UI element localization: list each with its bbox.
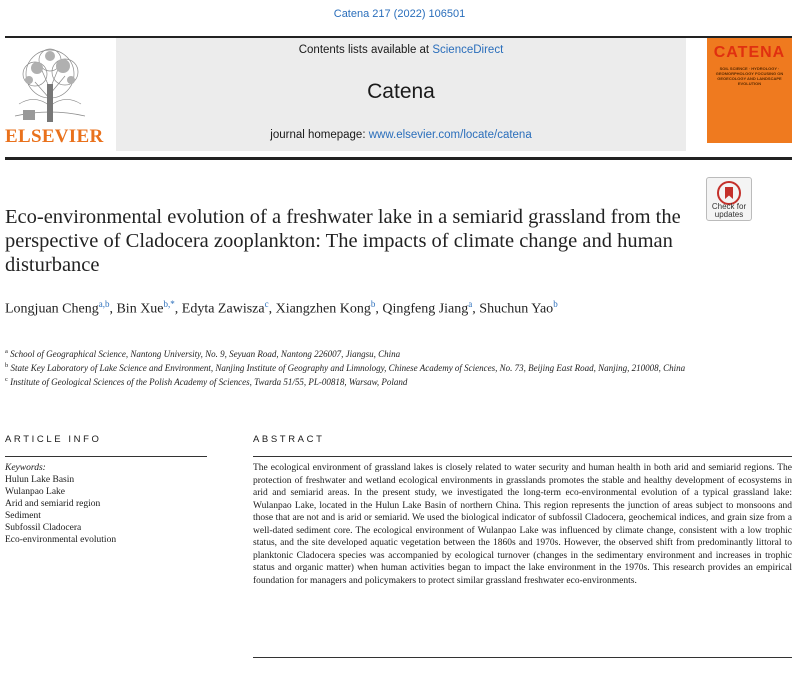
author-affiliation-sup[interactable]: b bbox=[370, 299, 376, 309]
affiliation-key: c bbox=[5, 376, 8, 383]
author-name[interactable]: Xiangzhen Kong bbox=[275, 301, 371, 317]
affiliation-item bbox=[5, 360, 765, 374]
contents-line bbox=[116, 44, 686, 56]
homepage-prefix: journal homepage: bbox=[270, 129, 369, 141]
affiliation-item bbox=[5, 346, 765, 360]
author-separator: , bbox=[375, 301, 383, 317]
abstract-heading: ABSTRACT bbox=[253, 434, 325, 445]
author-name[interactable]: Edyta Zawisza bbox=[181, 301, 265, 317]
keyword-item: Hulun Lake Basin bbox=[5, 475, 75, 485]
keyword-item: Subfossil Cladocera bbox=[5, 523, 82, 533]
cover-title: CATENA bbox=[713, 44, 786, 61]
author-affiliation-sup[interactable]: c bbox=[264, 299, 269, 309]
affiliation-list bbox=[5, 346, 765, 388]
journal-name: Catena bbox=[367, 80, 435, 103]
abstract-rule bbox=[253, 456, 792, 457]
article-info-heading: ARTICLE INFO bbox=[5, 434, 102, 445]
keyword-item: Wulanpao Lake bbox=[5, 487, 66, 497]
abstract-bottom-rule bbox=[253, 657, 792, 658]
header-bottom-rule bbox=[5, 157, 792, 160]
homepage-line bbox=[116, 129, 686, 141]
author-separator: , bbox=[472, 301, 480, 317]
author-name[interactable]: Shuchun Yao bbox=[479, 301, 554, 317]
keyword-item: Sediment bbox=[5, 511, 41, 521]
keywords-label: Keywords: bbox=[5, 463, 46, 473]
author-affiliation-sup[interactable]: a bbox=[468, 299, 473, 309]
affiliation-key: b bbox=[5, 362, 9, 369]
check-for-updates-label: Check for updates bbox=[711, 202, 747, 219]
contents-prefix: Contents lists available at bbox=[298, 44, 433, 56]
affiliation-text: Institute of Geological Sciences of the Polish Academy of Sciences, Twarda 51/55, PL-00818, Warsaw, Poland bbox=[10, 377, 408, 387]
keyword-item: Eco-environmental evolution bbox=[5, 535, 117, 545]
author-affiliation-sup[interactable]: b,* bbox=[163, 299, 175, 309]
author-separator: , bbox=[268, 301, 276, 317]
author-name[interactable]: Qingfeng Jiang bbox=[382, 301, 469, 317]
affiliation-text: State Key Laboratory of Lake Science and Environment, Nanjing Institute of Geography and Limnology, Chinese Academy of Sciences, No. 73, Beijing East Road, Nanjing, 210008, China bbox=[10, 363, 686, 373]
keywords-section bbox=[5, 462, 205, 546]
author-separator: , bbox=[174, 301, 182, 317]
affiliation-key: a bbox=[5, 348, 8, 355]
abstract-text: The ecological environment of grassland lakes is closely related to water security and human health in both arid and semiarid regions. The protection of freshwater and wetland ecological environments in grasslands promotes the stable and healthy development of ecosystems in arid and semiarid areas. In the present study, we investigated the long-term eco-environmental evolution of a typical grassland lake: Wulanpao Lake, located in the Hulun Lake Basin of northern China. This region represents the junction of areas subject to monsoons and those that are not and is arid or semiarid. We used the biological indicator of subfossil Cladocera, geochemical indices, and grain size from a well-dated sediment core. The ecological environment of Wulanpao Lake was influenced by climate change, consistent with a low trophic status, and the site developed aquatic vegetation between the 1860s and 1970s. However, the observed shift from predominantly littoral to planktonic Cladocera species was accompanied by ecological turnover (changes in the sedimentary environment and increases in trophic status and organic matter) when human activities began to impact the lake environment in the 1970s. This research provides an empirical foundation for managers and policymakers to protect similar grassland freshwater eco-environments. bbox=[253, 463, 792, 586]
journal-homepage-link[interactable]: www.elsevier.com/locate/catena bbox=[368, 129, 532, 141]
elsevier-wordmark: ELSEVIER bbox=[5, 126, 104, 147]
author-list bbox=[5, 294, 695, 320]
author-name[interactable]: Bin Xue bbox=[116, 301, 164, 317]
check-for-updates-button[interactable] bbox=[706, 177, 752, 221]
author-affiliation-sup[interactable]: b bbox=[553, 299, 558, 309]
author-name[interactable]: Longjuan Cheng bbox=[5, 301, 99, 317]
sciencedirect-link[interactable]: ScienceDirect bbox=[432, 44, 504, 56]
author-affiliation-sup[interactable]: a,b bbox=[98, 299, 110, 309]
cover-subtitle: SOIL SCIENCE · HYDROLOGY · GEOMORPHOLOGY FOCUSING ON GEOECOLOGY AND LANDSCAPE EVOLUTION bbox=[715, 66, 784, 86]
keyword-item: Arid and semiarid region bbox=[5, 499, 101, 509]
author-separator: , bbox=[109, 301, 117, 317]
affiliation-text: School of Geographical Science, Nantong University, No. 9, Seyuan Road, Nantong 226007, Jiangsu, China bbox=[10, 349, 401, 359]
affiliation-item bbox=[5, 374, 765, 388]
journal-reference-link[interactable]: Catena 217 (2022) 106501 bbox=[333, 8, 466, 20]
article-title: Eco-environmental evolution of a freshwater lake in a semiarid grassland from the perspective of Cladocera zooplankton: The impacts of climate change and human disturbance bbox=[5, 206, 681, 276]
article-info-rule bbox=[5, 456, 207, 457]
